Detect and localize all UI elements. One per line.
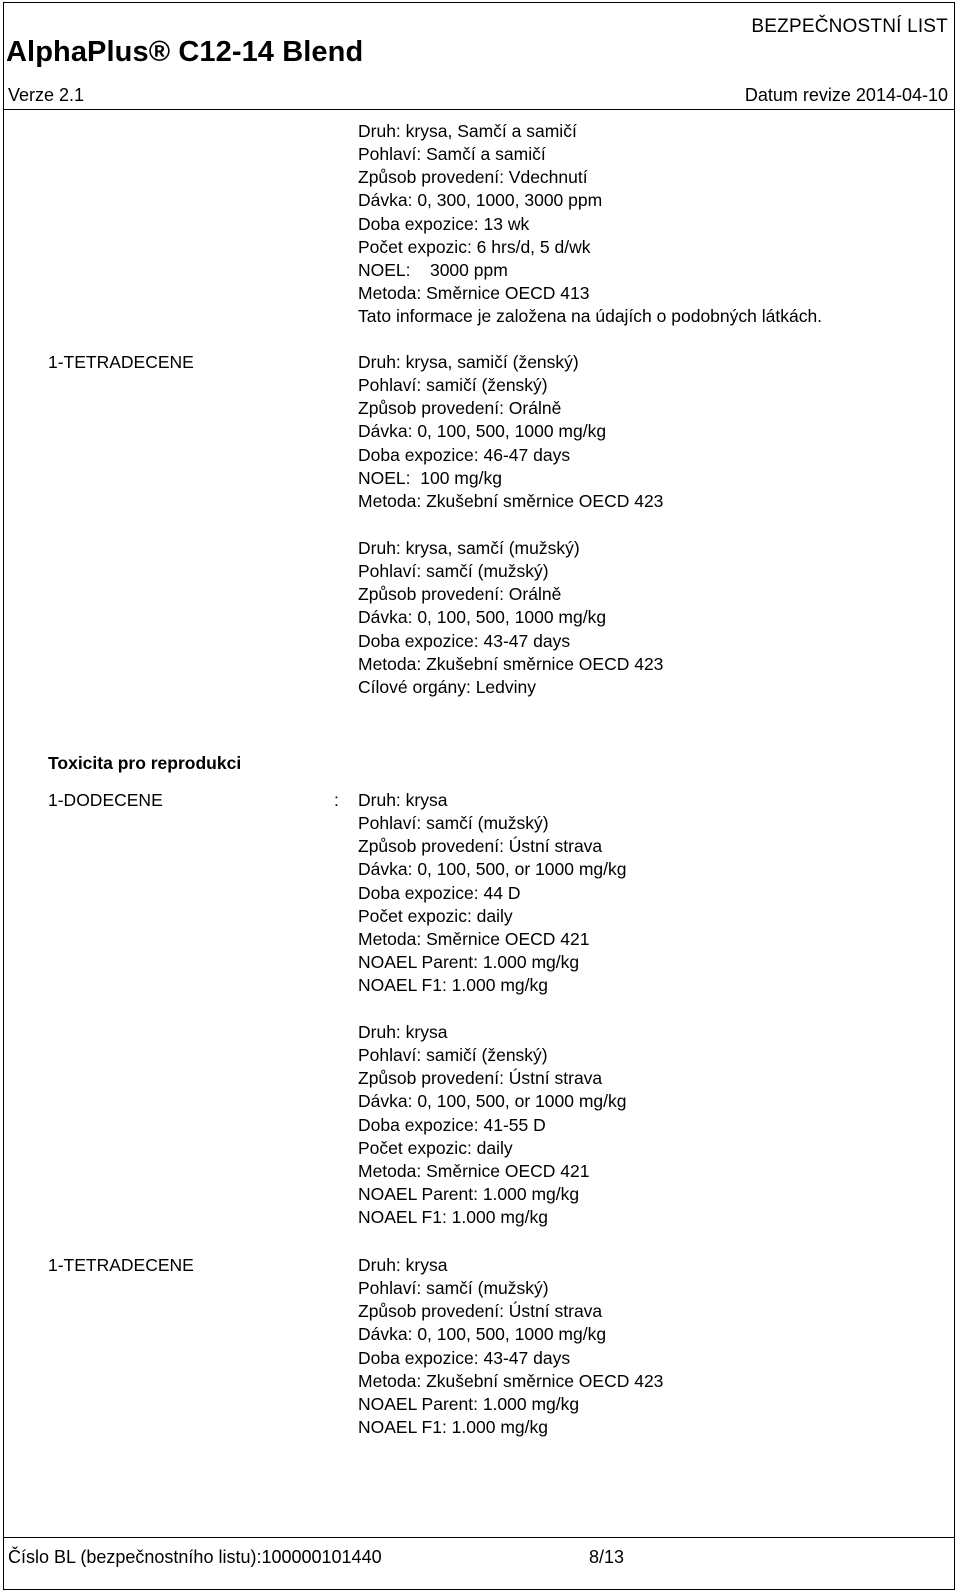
text-line: Pohlaví: samčí (mužský) (358, 1278, 549, 1299)
test-block-dodecene-female (358, 1021, 627, 1229)
text-line: NOEL: 100 mg/kg (358, 467, 502, 488)
text-line: Metoda: Zkušební směrnice OECD 423 (358, 653, 664, 674)
test-block-dodecene-male (358, 789, 627, 997)
text-line: Počet expozic: daily (358, 905, 513, 926)
text-line: Dávka: 0, 300, 1000, 3000 ppm (358, 190, 603, 211)
text-line: Pohlaví: samičí (ženský) (358, 375, 548, 396)
text-line: Tato informace je založena na údajích o podobných látkách. (358, 306, 823, 327)
text-line: Metoda: Směrnice OECD 421 (358, 1160, 590, 1181)
text-line: Doba expozice: 41-55 D (358, 1114, 546, 1135)
text-line: Cílové orgány: Ledviny (358, 676, 537, 697)
text-line: Druh: krysa, samičí (ženský) (358, 352, 579, 372)
text-line: Způsob provedení: Ústní strava (358, 1068, 603, 1089)
text-line: Způsob provedení: Orálně (358, 398, 562, 419)
text-line: NOAEL Parent: 1.000 mg/kg (358, 951, 580, 972)
text-line: Dávka: 0, 100, 500, or 1000 mg/kg (358, 1091, 627, 1112)
text-line: Dávka: 0, 100, 500, 1000 mg/kg (358, 607, 607, 628)
text-line: Způsob provedení: Orálně (358, 584, 562, 605)
test-block-tetradecene-male (358, 537, 663, 699)
text-line: Doba expozice: 43-47 days (358, 630, 571, 651)
test-block-tetradecene-repro (358, 1254, 663, 1439)
sds-number: Číslo BL (bezpečnostního listu):100000101440 (8, 1547, 382, 1567)
text-line: NOAEL F1: 1.000 mg/kg (358, 1416, 548, 1437)
text-line: Pohlaví: samčí (mužský) (358, 561, 549, 582)
text-line: Druh: krysa (358, 790, 448, 810)
text-line: Způsob provedení: Vdechnutí (358, 167, 588, 188)
text-line: Způsob provedení: Ústní strava (358, 836, 603, 857)
text-line: Počet expozic: daily (358, 1137, 513, 1158)
section-heading-reproduction: Toxicita pro reprodukci (48, 753, 242, 773)
text-line: Dávka: 0, 100, 500, 1000 mg/kg (358, 1324, 607, 1345)
text-line: Metoda: Směrnice OECD 421 (358, 928, 590, 949)
text-line: Druh: krysa, samčí (mužský) (358, 538, 580, 558)
text-line: Metoda: Zkušební směrnice OECD 423 (358, 490, 664, 511)
text-line: Doba expozice: 44 D (358, 882, 521, 903)
label-colon: : (334, 790, 339, 810)
text-line: Pohlaví: Samčí a samičí (358, 144, 546, 165)
version-label: Verze 2.1 (8, 85, 85, 105)
text-line: Dávka: 0, 100, 500, 1000 mg/kg (358, 421, 607, 442)
text-line: Druh: krysa (358, 1255, 448, 1275)
text-line: Dávka: 0, 100, 500, or 1000 mg/kg (358, 859, 627, 880)
text-line: Druh: krysa (358, 1022, 448, 1042)
footer-divider (3, 1537, 955, 1538)
text-line: Počet expozic: 6 hrs/d, 5 d/wk (358, 236, 591, 257)
text-line: Pohlaví: samčí (mužský) (358, 813, 549, 834)
text-line: Doba expozice: 43-47 days (358, 1347, 571, 1368)
text-line: Doba expozice: 13 wk (358, 213, 530, 234)
text-line: NOAEL F1: 1.000 mg/kg (358, 1207, 548, 1228)
text-line: NOEL: 3000 ppm (358, 259, 508, 280)
text-line: Pohlaví: samičí (ženský) (358, 1045, 548, 1066)
text-line: NOAEL Parent: 1.000 mg/kg (358, 1393, 580, 1414)
document-type: BEZPEČNOSTNÍ LIST (751, 16, 948, 37)
revision-date: Datum revize 2014-04-10 (744, 85, 948, 105)
text-line: NOAEL Parent: 1.000 mg/kg (358, 1183, 580, 1204)
test-block-continued (358, 120, 822, 328)
text-line: Druh: krysa, Samčí a samičí (358, 121, 577, 141)
substance-name: 1-DODECENE (48, 790, 163, 810)
product-name: AlphaPlus® C12-14 Blend (6, 36, 364, 68)
text-line: NOAEL F1: 1.000 mg/kg (358, 975, 548, 996)
substance-name: 1-TETRADECENE (48, 352, 194, 372)
text-line: Metoda: Směrnice OECD 413 (358, 282, 590, 303)
header-divider (3, 109, 955, 110)
text-line: Způsob provedení: Ústní strava (358, 1301, 603, 1322)
text-line: Metoda: Zkušební směrnice OECD 423 (358, 1370, 664, 1391)
test-block-tetradecene-female (358, 351, 663, 513)
substance-name: 1-TETRADECENE (48, 1255, 194, 1275)
text-line: Doba expozice: 46-47 days (358, 444, 571, 465)
page-number: 8/13 (589, 1547, 625, 1567)
